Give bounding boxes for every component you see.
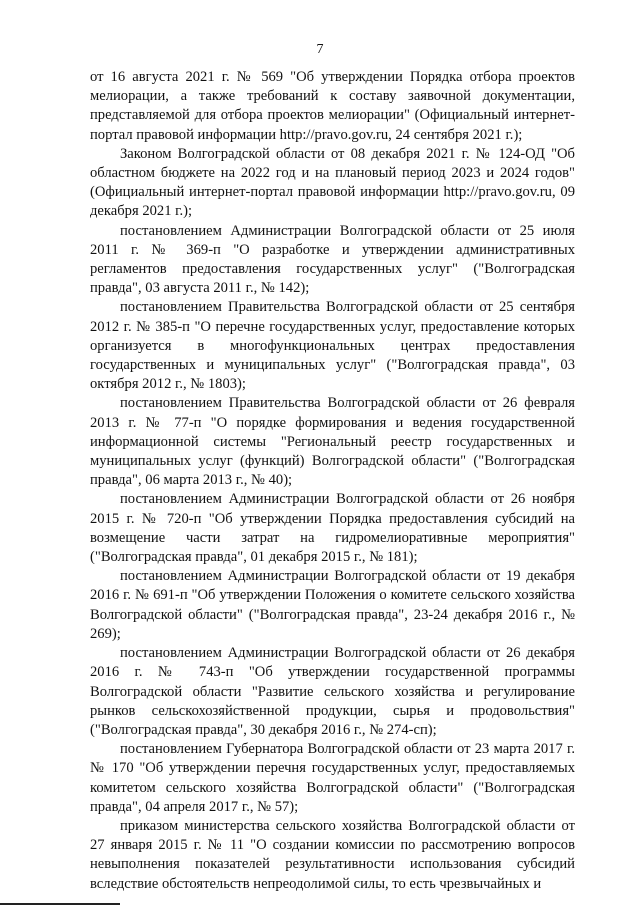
paragraph: постановлением Правительства Волгоградской области от 25 сентября 2012 г. № 385-п "О перечне государственных услуг, предоставление которых организуется в многофункциональных центрах предоставления государственных и муниципальных услуг" ("Волгоградская правда", 03 октября 2012 г., № 1803); [90,299,575,393]
paragraph: постановлением Администрации Волгоградской области от 19 декабря 2016 г. № 691-п "Об утверждении Положения о комитете сельского хозяйства Волгоградской области" ("Волгоградская правда", 23-24 декабря 2016 г., № 269); [90,568,575,642]
paragraph: постановлением Администрации Волгоградской области от 26 декабря 2016 г. № 743-п "Об утверждении государственной программы Волгоградской области "Развитие сельского хозяйства и регулирование рынков сельскохозяйственной продукции, сырья и продовольствия" ("Волгоградская правда", 30 декабря 2016 г., № 274-сп); [90,645,575,738]
paragraph: от 16 августа 2021 г. № 569 "Об утверждении Порядка отбора проектов мелиорации, а также требований к составу заявочной документации, представляемой для отбора проектов мелиорации" (Официальный интернет-портал правовой информации http://pravo.gov.ru, 24 сентября 2021 г.); [90,69,575,143]
paragraph: постановлением Администрации Волгоградской области от 25 июля 2011 г. № 369-п "О разработке и утверждении административных регламентов предоставления государственных услуг" ("Волгоградская правда", 03 августа 2011 г., № 142); [90,222,575,297]
paragraph: постановлением Губернатора Волгоградской области от 23 марта 2017 г. № 170 "Об утверждении перечня государственных услуг, предоставляемых комитетом сельского хозяйства Волгоградской области" ("Волгоградская правда", 04 апреля 2017 г., № 57); [90,741,575,815]
document-body [90,68,575,894]
paragraph: постановлением Правительства Волгоградской области от 26 февраля 2013 г. № 77-п "О порядке формирования и ведения государственной информационной системы "Региональный реестр государственных и муниципальных услуг (функций) Волгоградской области" ("Волгоградская правда", 06 марта 2013 г., № 40); [90,395,575,489]
paragraph: Законом Волгоградской области от 08 декабря 2021 г. № 124-ОД "Об областном бюджете на 2022 год и на плановый период 2023 и 2024 годов" (Официальный интернет-портал правовой информации http://pravo.gov.ru, 09 декабря 2021 г.); [90,145,575,220]
paragraph: приказом министерства сельского хозяйства Волгоградской области от 27 января 2015 г. № 11 "О создании комиссии по рассмотрению вопросов невыполнения показателей результативности использования субсидий вследствие обстоятельств непреодолимой силы, то есть чрезвычайных и [90,817,575,892]
page-number: 7 [316,42,324,57]
paragraph: постановлением Администрации Волгоградской области от 26 ноября 2015 г. № 720-п "Об утверждении Порядка предоставления субсидий на возмещение части затрат на гидромелиоративные мероприятия" ("Волгоградская правда", 01 декабря 2015 г., № 181); [90,491,575,566]
